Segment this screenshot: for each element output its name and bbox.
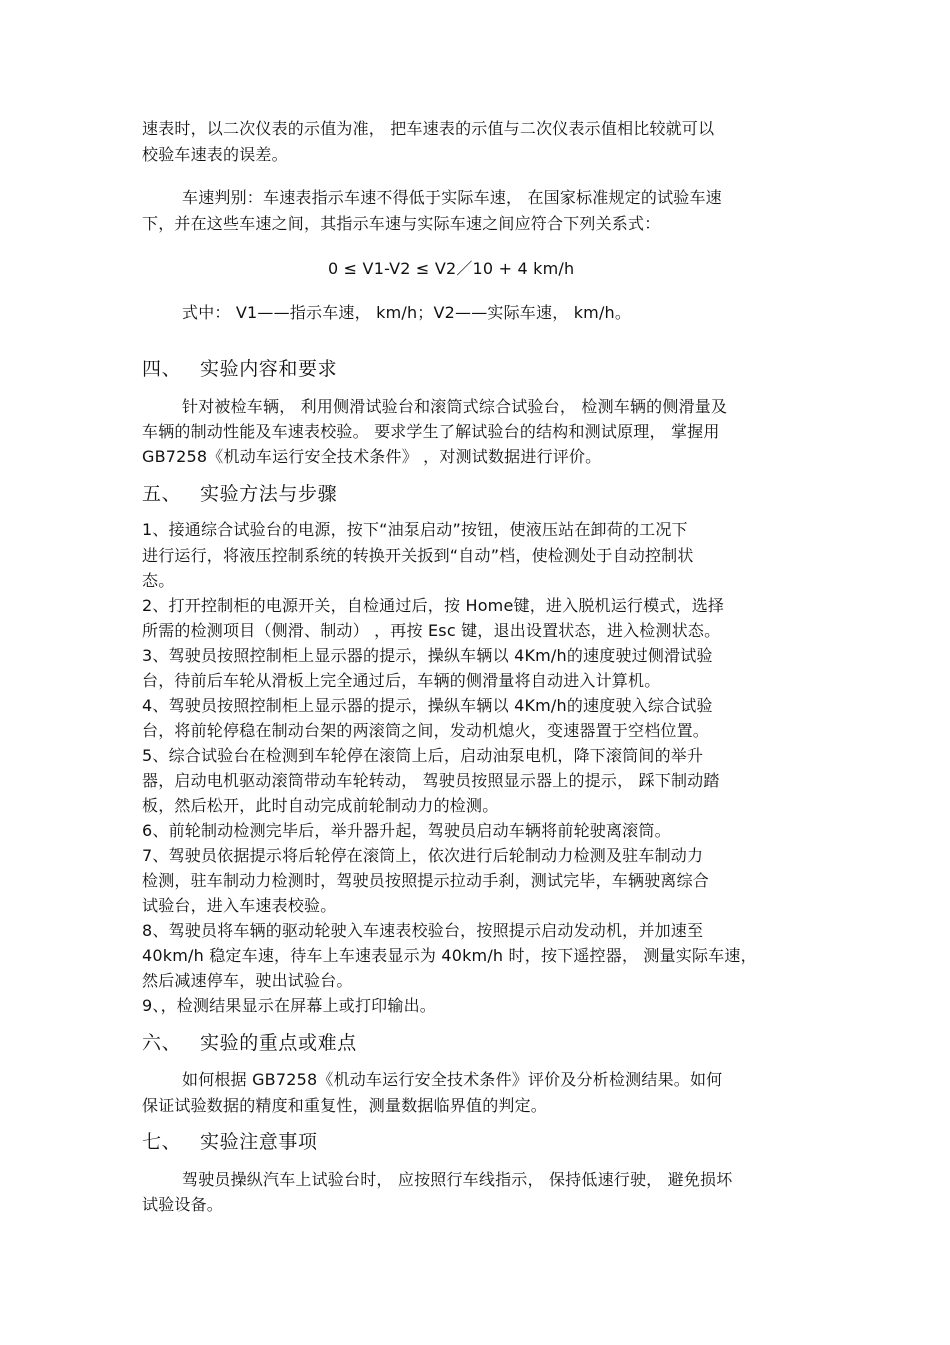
step-line: 7、驾驶员依据提示将后轮停在滚筒上，依次进行后轮制动力检测及驻车制动力 bbox=[142, 846, 704, 865]
step-line: 试验台，进入车速表校验。 bbox=[142, 896, 337, 915]
step-line: 然后减速停车，驶出试验台。 bbox=[142, 971, 353, 990]
paragraph-line: 校验车速表的误差。 bbox=[142, 145, 288, 164]
step-line: 进行运行，将液压控制系统的转换开关扳到“自动”档，使检测处于自动控制状 bbox=[142, 546, 694, 565]
formula: 0 ≤ V1-V2 ≤ V2／10 + 4 km/h bbox=[328, 259, 575, 278]
paragraph-line: 保证试验数据的精度和重复性，测量数据临界值的判定。 bbox=[142, 1096, 548, 1115]
step-line: 6、前轮制动检测完毕后，举升器升起，驾驶员启动车辆将前轮驶离滚筒。 bbox=[142, 821, 671, 840]
step-line: 板，然后松开，此时自动完成前轮制动力的检测。 bbox=[142, 796, 499, 815]
section-number: 四、 bbox=[142, 358, 182, 380]
step-line: 台，将前轮停稳在制动台架的两滚筒之间，发动机熄火，变速器置于空档位置。 bbox=[142, 721, 710, 740]
section-title: 实验的重点或难点 bbox=[200, 1032, 357, 1054]
step-line: 4、驾驶员按照控制柜上显示器的提示，操纵车辆以 4Km/h的速度驶入综合试验 bbox=[142, 696, 713, 715]
section-number: 七、 bbox=[142, 1131, 182, 1153]
section-heading bbox=[142, 482, 337, 506]
paragraph-line: GB7258《机动车运行安全技术条件》 ，对测试数据进行评价。 bbox=[142, 447, 602, 466]
step-line: 所需的检测项目（侧滑、制动） ，再按 Esc 键，退出设置状态，进入检测状态。 bbox=[142, 621, 721, 640]
section-heading bbox=[142, 1031, 357, 1055]
step-line: 9、，检测结果显示在屏幕上或打印输出。 bbox=[142, 996, 436, 1015]
section-heading bbox=[142, 1130, 318, 1154]
section-number: 六、 bbox=[142, 1032, 182, 1054]
step-line: 器，启动电机驱动滚筒带动车轮转动， 驾驶员按照显示器上的提示， 踩下制动踏 bbox=[142, 771, 720, 790]
step-line: 台，待前后车轮从滑板上完全通过后，车辆的侧滑量将自动进入计算机。 bbox=[142, 671, 661, 690]
section-title: 实验内容和要求 bbox=[200, 358, 338, 380]
paragraph-line: 车辆的制动性能及车速表校验。 要求学生了解试验台的结构和测试原理， 掌握用 bbox=[142, 422, 720, 441]
section-title: 实验注意事项 bbox=[200, 1131, 318, 1153]
step-line: 1、接通综合试验台的电源，按下“油泵启动”按钮，使液压站在卸荷的工况下 bbox=[142, 520, 688, 539]
step-line: 2、打开控制柜的电源开关，自检通过后，按 Home键，进入脱机运行模式，选择 bbox=[142, 596, 725, 615]
formula-legend: 式中： V1——指示车速， km/h；V2——实际车速， km/h。 bbox=[182, 303, 632, 322]
step-line: 3、驾驶员按照控制柜上显示器的提示，操纵车辆以 4Km/h的速度驶过侧滑试验 bbox=[142, 646, 713, 665]
step-line: 检测，驻车制动力检测时，驾驶员按照提示拉动手刹，测试完毕，车辆驶离综合 bbox=[142, 871, 710, 890]
paragraph-line: 驾驶员操纵汽车上试验台时， 应按照行车线指示， 保持低速行驶， 避免损坏 bbox=[182, 1170, 733, 1189]
step-line: 40km/h 稳定车速，待车上车速表显示为 40km/h 时，按下遥控器， 测量实际车速， bbox=[142, 946, 757, 965]
step-line: 5、综合试验台在检测到车轮停在滚筒上后，启动油泵电机，降下滚筒间的举升 bbox=[142, 746, 704, 765]
paragraph-line: 如何根据 GB7258《机动车运行安全技术条件》评价及分析检测结果。如何 bbox=[182, 1070, 723, 1089]
paragraph-line: 下，并在这些车速之间，其指示车速与实际车速之间应符合下列关系式： bbox=[142, 214, 661, 233]
section-number: 五、 bbox=[142, 483, 182, 505]
step-line: 8、驾驶员将车辆的驱动轮驶入车速表校验台，按照提示启动发动机，并加速至 bbox=[142, 921, 704, 940]
section-heading bbox=[142, 357, 337, 381]
paragraph-line: 试验设备。 bbox=[142, 1195, 224, 1214]
paragraph-line: 速表时，以二次仪表的示值为准， 把车速表的示值与二次仪表示值相比较就可以 bbox=[142, 119, 715, 138]
paragraph-line: 针对被检车辆， 利用侧滑试验台和滚筒式综合试验台， 检测车辆的侧滑量及 bbox=[182, 397, 728, 416]
paragraph-line: 车速判别：车速表指示车速不得低于实际车速， 在国家标准规定的试验车速 bbox=[182, 188, 722, 207]
section-title: 实验方法与步骤 bbox=[200, 483, 338, 505]
step-line: 态。 bbox=[142, 571, 175, 590]
